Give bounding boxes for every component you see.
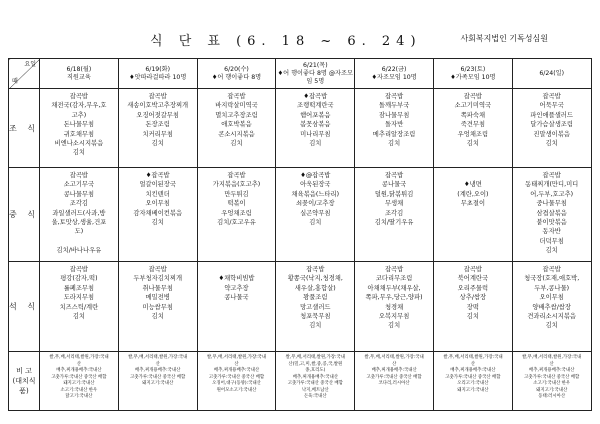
menu-item: 원어모소고기:국내산 bbox=[216, 387, 257, 393]
menu-cell bbox=[276, 262, 355, 352]
menu-item: 김치 bbox=[151, 313, 164, 321]
origin-note-cell bbox=[118, 352, 197, 411]
menu-item: 채육볶음(느타리) bbox=[291, 190, 340, 198]
origin-note-cell bbox=[355, 352, 434, 411]
meal-row bbox=[9, 352, 592, 411]
menu-item: 산 bbox=[234, 361, 239, 367]
menu-item: 돈나물무침 bbox=[63, 121, 95, 129]
menu-cell bbox=[197, 89, 276, 168]
menu-item: 비엔나소시지볶음 bbox=[54, 140, 104, 148]
menu-item: 오징어젓갈무침 bbox=[136, 111, 179, 119]
menu-item: 고춧가루:국내산 중국산 배합 bbox=[130, 374, 186, 380]
menu-item: 돌자반 bbox=[384, 121, 404, 129]
meal-label: 비 고 (대치식품) bbox=[9, 352, 40, 411]
menu-cell bbox=[197, 262, 276, 352]
menu-item: 중나물무침 bbox=[536, 200, 567, 208]
menu-item: 동자반 bbox=[542, 228, 561, 236]
menu-item: 잡곡밥 bbox=[306, 266, 325, 273]
menu-item: 파인애플샐러드 bbox=[530, 111, 573, 119]
menu-item: 잡곡밥 bbox=[69, 172, 89, 179]
organization-name: 사회복지법인 기독성심원 bbox=[460, 34, 548, 43]
menu-cell bbox=[276, 89, 355, 168]
menu-item: 잡곡밥 bbox=[227, 93, 246, 100]
menu-item: 울,토맛상,생율,건포 bbox=[51, 219, 107, 227]
menu-item: 배추,찌개용배추:국내산 bbox=[213, 368, 260, 373]
menu-item: 잠나물무침 bbox=[378, 111, 410, 119]
menu-item: 콩나물국 bbox=[224, 294, 249, 302]
menu-cell bbox=[118, 89, 197, 168]
menu-item: 치즈스틱/계란 bbox=[59, 303, 99, 311]
menu-cell bbox=[118, 168, 197, 262]
menu-item: 멸치고추장조림 bbox=[215, 111, 258, 119]
menu-item: 도) bbox=[74, 228, 84, 236]
menu-item: 닭고기:국내산 bbox=[65, 394, 93, 399]
corner-cell bbox=[9, 59, 40, 89]
menu-item: 김치 bbox=[388, 140, 401, 148]
menu-item: 달가슴살생조림 bbox=[530, 121, 573, 129]
menu-item: 소고기:국내산 한우 bbox=[533, 381, 571, 386]
menu-cell bbox=[512, 168, 591, 262]
menu-item: 가지볶음(호고추) bbox=[212, 181, 261, 189]
menu-item: 떡볶이 bbox=[227, 200, 246, 208]
menu-item: 미능쌈무침 bbox=[142, 303, 173, 311]
page-title: 식 단 표 (6. 18 ~ 6. 24) bbox=[150, 34, 422, 49]
menu-item: 쌀,무,배,서리태,쌀원,가장:국내 bbox=[206, 355, 267, 360]
day-header: 6/24(일) bbox=[512, 59, 591, 89]
menu-item: 김치 bbox=[466, 313, 479, 321]
menu-item: 진말생이볶음 bbox=[533, 130, 570, 138]
origin-note-cell bbox=[40, 352, 119, 411]
menu-cell bbox=[40, 89, 119, 168]
menu-item: 메추리알장조림 bbox=[372, 130, 416, 138]
menu-item: 산(밀,고,미,쌀,중,콩,국,쌀원 bbox=[288, 361, 343, 367]
menu-item: 잡곡밥 bbox=[69, 93, 89, 100]
menu-item: 잡곡밥 bbox=[542, 93, 561, 100]
menu-item: 황쫑국(낙지,청경채, bbox=[287, 275, 343, 283]
menu-cell bbox=[118, 262, 197, 352]
menu-item: 쪽파,무우,당근,양파) bbox=[365, 294, 423, 302]
menu-cell bbox=[197, 168, 276, 262]
menu-item: 새송이호박고추장찌개 bbox=[127, 102, 189, 110]
menu-item: 소고기무국 bbox=[63, 181, 95, 189]
menu-item: 돼지고기:국내산 bbox=[457, 387, 489, 393]
menu-item: ♦냉면 bbox=[463, 181, 482, 189]
menu-item: 쌀,무,배,서리태,쌀원,가장:국내 bbox=[364, 355, 424, 360]
menu-item: 고춧가루:국내산 중국산 배합 bbox=[208, 374, 265, 380]
menu-item: 돼지고기:국내산 bbox=[536, 387, 568, 393]
menu-item: 삼겹살볶음 bbox=[536, 209, 567, 217]
menu-item: 쌀,무,배,서리태,쌀원,가장:국내 bbox=[443, 355, 503, 360]
origin-note-cell bbox=[512, 352, 591, 411]
menu-item: 동태찌개(만디,미디 bbox=[525, 181, 579, 189]
menu-cell bbox=[433, 168, 512, 262]
menu-item: 상추/쌈장 bbox=[459, 294, 487, 302]
menu-item: 어,두부,호고추) bbox=[530, 190, 574, 198]
meal-label: 중 식 bbox=[9, 168, 40, 262]
menu-item: 감자채베이컨볶음 bbox=[133, 209, 183, 217]
meal-row bbox=[9, 262, 592, 352]
menu-item: 오이무침 bbox=[539, 294, 564, 302]
menu-item: 돈장조림 bbox=[145, 121, 170, 129]
menu-item: 청경채 bbox=[384, 303, 404, 311]
menu-table bbox=[8, 58, 592, 411]
menu-item: 김치 bbox=[309, 219, 322, 227]
menu-cell bbox=[276, 168, 355, 262]
menu-item: 붙이맛볶음 bbox=[536, 219, 567, 227]
menu-item: 배추,찌개용배추:국내산 bbox=[371, 368, 417, 373]
menu-item: 청국장(호재,애호박, bbox=[524, 275, 580, 283]
menu-item: 장떡 bbox=[466, 303, 479, 311]
menu-item: 김치 bbox=[545, 247, 558, 255]
menu-item: ♦잡곡밥 bbox=[145, 172, 170, 179]
menu-item: 잡곡밥 bbox=[542, 172, 561, 179]
menu-item: 잡곡밥 bbox=[148, 266, 167, 273]
menu-item: 돼지고기:국내산 bbox=[63, 381, 95, 386]
menu-item: 망고샐러드 bbox=[300, 303, 331, 311]
menu-cell bbox=[433, 89, 512, 168]
day-header: 6/20(수) ♦어 행이좋다 8명 bbox=[197, 59, 276, 89]
menu-item: 과일샐러드(사과,방 bbox=[52, 209, 106, 217]
menu-item: 평강(감자,떡) bbox=[60, 275, 98, 283]
menu-cell bbox=[433, 262, 512, 352]
menu-item: ♦잡곡밥 bbox=[303, 93, 328, 100]
menu-item: 꽝풀조림 bbox=[303, 294, 328, 302]
menu-item: 견과리소시지볶음 bbox=[527, 313, 577, 321]
menu-item: 쌀,무,배,서리태,쌀원,가장:국내 bbox=[49, 355, 109, 360]
menu-item: 잡곡밥 bbox=[384, 266, 404, 273]
menu-item: 무초절이 bbox=[460, 200, 486, 208]
menu-item: 오리주물럭 bbox=[457, 284, 489, 292]
menu-cell bbox=[512, 262, 591, 352]
menu-item bbox=[434, 171, 512, 180]
menu-item: 배추,찌개용배추:국내산 bbox=[450, 368, 496, 373]
menu-item: 오징어,대구(동양):국내산 bbox=[212, 381, 261, 386]
menu-item: 무생채 bbox=[384, 200, 404, 208]
menu-item: 잡곡밥 bbox=[542, 266, 561, 273]
menu-item: 동태:러시아산 bbox=[538, 394, 566, 399]
day-header: 6/22(금) ♦자조모임 10명 bbox=[355, 59, 434, 89]
menu-item: 쌀,무,배,서리태,쌀원,가장:국내 bbox=[128, 355, 188, 360]
menu-item: 조각김 bbox=[384, 209, 404, 217]
menu-item: 바지락살미역국 bbox=[215, 102, 258, 110]
menu-item: 고춧가루:국내산 중국산 배합 bbox=[445, 374, 501, 380]
menu-item: 김치 bbox=[545, 140, 558, 148]
menu-item: 청포묵무침 bbox=[300, 313, 331, 321]
menu-item bbox=[40, 237, 118, 246]
menu-item: 오이무침 bbox=[145, 200, 170, 208]
menu-item: 김치 bbox=[545, 322, 558, 330]
day-header: 6/23(토) ♦가족모임 10명 bbox=[433, 59, 512, 89]
menu-item: 양배추쌈/쌈장 bbox=[532, 303, 571, 311]
day-header: 6/21(목) ♦어 행이좋다 8명 @자조모임 5명 bbox=[276, 59, 355, 89]
menu-item: 김치 bbox=[309, 322, 322, 330]
menu-item: 콩나물국 bbox=[381, 181, 407, 189]
menu-item: 롤폐조무침 bbox=[63, 284, 95, 292]
menu-item: 산 bbox=[76, 361, 82, 367]
menu-item: 쌀,무,배,서리태,쌀원,가장:국내 bbox=[522, 355, 582, 360]
menu-item: 메밀전병 bbox=[145, 294, 170, 302]
menu-item: 쌀,무,배,서리태,쌀원,가장:국내 bbox=[285, 355, 345, 360]
corner-day-label: 요일 bbox=[24, 61, 36, 68]
menu-item: 김치 bbox=[466, 140, 479, 148]
corner-meal-label: 때 bbox=[12, 78, 18, 85]
menu-item: 산 bbox=[470, 361, 475, 367]
menu-item: 쇠꽂이/고추장 bbox=[295, 200, 335, 208]
menu-item: 김치/딸기우유 bbox=[374, 219, 414, 227]
menu-item: 아욱된장국 bbox=[300, 181, 331, 189]
menu-item: 애호박볶음 bbox=[221, 121, 252, 129]
menu-item: 산 bbox=[391, 361, 397, 367]
menu-item: 채전국(감자,무우,호 bbox=[51, 102, 107, 110]
menu-item: 김치 bbox=[388, 322, 401, 330]
menu-item: 얼갈이된장국 bbox=[139, 181, 176, 189]
meal-label: 조 식 bbox=[9, 89, 40, 168]
origin-note-cell bbox=[197, 352, 276, 411]
menu-item: (계란,오이) bbox=[457, 190, 489, 198]
menu-item: 두부청자김치찌개 bbox=[133, 275, 183, 283]
menu-item: 잡곡밥 bbox=[384, 93, 404, 100]
menu-item: 귀호채무침 bbox=[63, 130, 95, 138]
menu-item: 콩나물무침 bbox=[63, 190, 95, 198]
menu-item: 도라지무침 bbox=[63, 294, 95, 302]
menu-item: ♦채학비빔밥 bbox=[218, 275, 255, 283]
menu-item: 우엉채조림 bbox=[221, 209, 252, 217]
menu-item: 코다리무조림 bbox=[375, 275, 413, 283]
menu-item: 김치 bbox=[309, 140, 322, 148]
menu-item: 고추) bbox=[71, 111, 87, 119]
menu-item: 새우살,홍합살) bbox=[294, 284, 336, 292]
menu-item: 산 bbox=[549, 361, 554, 367]
menu-item: 잡곡밥 bbox=[384, 172, 404, 179]
menu-item: 소고기:국내산 한우 bbox=[60, 387, 98, 393]
menu-item: 취나물무침 bbox=[142, 284, 173, 292]
menu-item: 죽견무침 bbox=[460, 121, 486, 129]
menu-item: 고춧가루:국내산 중국산 배합 bbox=[287, 381, 343, 386]
menu-cell bbox=[355, 168, 434, 262]
menu-item: 잡곡밥 bbox=[463, 266, 482, 273]
menu-item: 잡곡밥 bbox=[463, 93, 482, 100]
menu-item: 콘소시지볶음 bbox=[218, 130, 255, 138]
menu-item bbox=[198, 265, 276, 274]
menu-item: 종,호리도) bbox=[305, 368, 326, 373]
day-header: 6/18(월) 직원교육 bbox=[40, 59, 119, 89]
menu-item: 잡곡밥 bbox=[148, 93, 167, 100]
menu-cell bbox=[512, 89, 591, 168]
menu-item: 산 bbox=[155, 361, 160, 367]
menu-item: 돈육:국내산 bbox=[303, 394, 327, 399]
menu-cell bbox=[355, 262, 434, 352]
menu-item: 햄어포볶음 bbox=[300, 111, 331, 119]
menu-body bbox=[9, 89, 592, 411]
menu-item: 북어계란국 bbox=[457, 275, 489, 283]
menu-item: 김치/호고우유 bbox=[217, 219, 256, 227]
menu-item: 두부,콩나물) bbox=[534, 284, 570, 292]
menu-item: 배추,찌개용배추:국내산 bbox=[56, 368, 102, 373]
menu-item: 김치 bbox=[72, 313, 85, 321]
menu-item: 실곤약무침 bbox=[300, 209, 331, 217]
menu-item: 치킨텐더 bbox=[145, 190, 170, 198]
menu-cell bbox=[40, 168, 119, 262]
menu-item: 아채채두부(채우살, bbox=[367, 284, 421, 292]
menu-item: 김치/바나나우유 bbox=[56, 247, 102, 255]
menu-item: 봄꼿삼볶음 bbox=[300, 121, 331, 129]
menu-item: 오복지무침 bbox=[378, 313, 410, 321]
origin-note-cell bbox=[433, 352, 512, 411]
menu-item: 만두튀김 bbox=[224, 190, 249, 198]
menu-item: 조랭떡계란국 bbox=[297, 102, 334, 110]
menu-item: 돌깨두부국 bbox=[378, 102, 410, 110]
menu-item: 고춧가루:국내산 중국산 배합 bbox=[51, 374, 107, 380]
menu-item: 배추,찌개용배추:국내산 bbox=[529, 368, 575, 373]
menu-item: 잡곡밥 bbox=[69, 266, 89, 273]
menu-item: 잡곡밥 bbox=[227, 172, 246, 179]
menu-item: 약고추장 bbox=[224, 284, 249, 292]
menu-item: 김치 bbox=[230, 140, 243, 148]
menu-item: 낙지,베트남산 bbox=[301, 387, 329, 393]
day-header: 6/19(화) ♦앗따라걸따라 10명 bbox=[118, 59, 197, 89]
menu-item: 어묵무국 bbox=[539, 102, 564, 110]
meal-label: 석 식 bbox=[9, 262, 40, 352]
origin-note-cell bbox=[276, 352, 355, 411]
menu-item: 배추,찌개용배추:국내산 bbox=[135, 368, 181, 373]
menu-cell bbox=[355, 89, 434, 168]
header-row bbox=[9, 59, 592, 89]
meal-row bbox=[9, 89, 592, 168]
menu-item: 고춧가루:국내산 중국산 배합 bbox=[524, 374, 580, 380]
menu-item: 코다리,러시아산 bbox=[378, 381, 410, 386]
menu-item: 김치 bbox=[151, 219, 164, 227]
meal-row bbox=[9, 168, 592, 262]
menu-item: 김치 bbox=[72, 149, 85, 157]
menu-cell bbox=[40, 262, 119, 352]
menu-item: 우엉채조림 bbox=[457, 130, 489, 138]
menu-item: 덜원,닭볶튀김 bbox=[374, 190, 414, 198]
menu-item: 김치 bbox=[151, 140, 164, 148]
menu-item: 조각김 bbox=[69, 200, 89, 208]
menu-item: 더덕무침 bbox=[539, 237, 564, 245]
menu-item: 오리고기:국내산 bbox=[457, 381, 489, 386]
menu-item: ♦@잡곡밥 bbox=[300, 172, 331, 179]
menu-item: 치커리무침 bbox=[142, 130, 173, 138]
menu-item: 고춧가루:국내산 중국산 배합 bbox=[366, 374, 422, 380]
menu-item: 쪽파숙채 bbox=[460, 111, 486, 119]
menu-item: 돼지고기:국내산 bbox=[142, 381, 174, 386]
menu-item: 소고기미역국 bbox=[454, 102, 492, 110]
menu-item: 배추,찌개용배추:국내산 bbox=[292, 374, 338, 380]
menu-item: 미나리무침 bbox=[300, 130, 331, 138]
